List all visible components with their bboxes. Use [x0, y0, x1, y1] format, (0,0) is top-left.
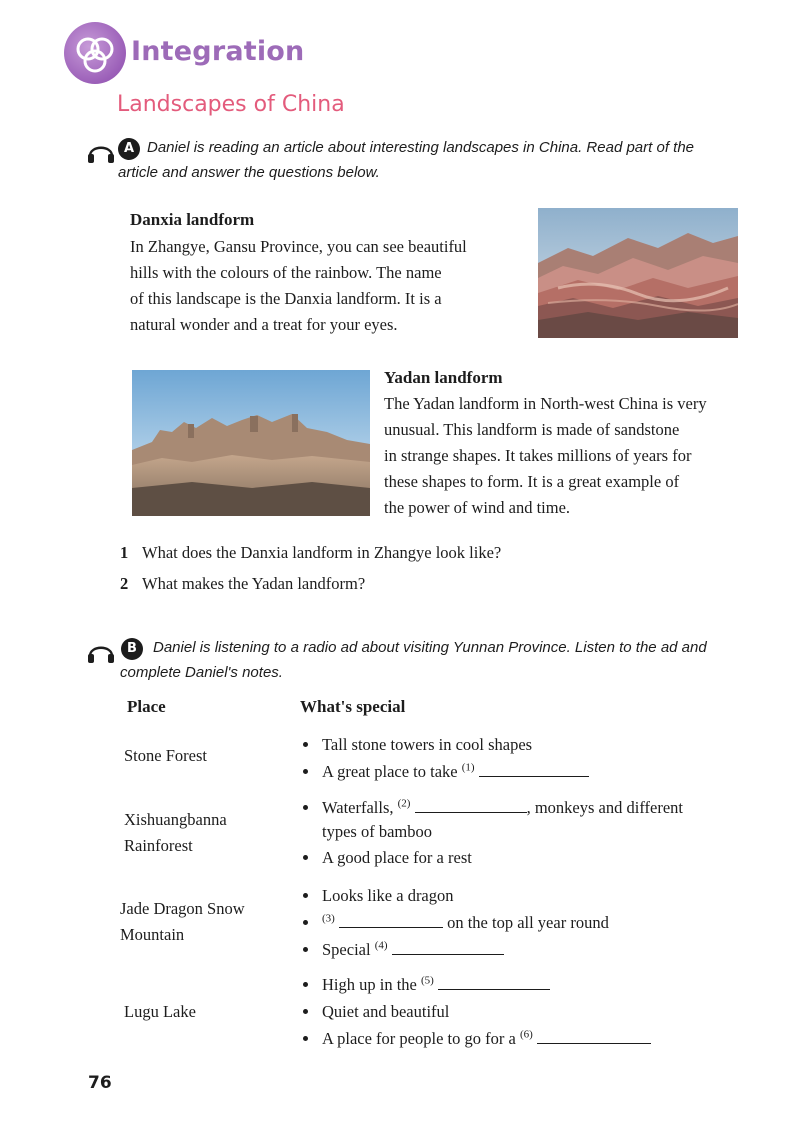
answer-blank-1[interactable]	[479, 762, 589, 777]
col-header-place: Place	[127, 697, 166, 716]
question-text: What does the Danxia landform in Zhangye look like?	[142, 543, 502, 562]
question-2	[120, 574, 365, 594]
answer-blank-6[interactable]	[537, 1029, 651, 1044]
question-text: What makes the Yadan landform?	[142, 574, 366, 593]
note-text: Waterfalls,	[322, 798, 394, 817]
question-number: 2	[120, 574, 129, 593]
place-stone-forest	[124, 743, 207, 769]
danxia-title: Danxia landform	[130, 210, 255, 229]
yadan-line: in strange shapes. It takes millions of years for	[384, 446, 692, 465]
blank-number: (2)	[397, 797, 411, 810]
place-line: Mountain	[120, 925, 185, 944]
note-item	[300, 758, 760, 785]
yadan-title: Yadan landform	[384, 368, 503, 387]
yadan-line: unusual. This landform is made of sandstone	[384, 420, 680, 439]
blank-number: (5)	[421, 974, 434, 987]
part-a-badge: A	[118, 138, 140, 160]
note-text: Tall stone towers in cool shapes	[322, 735, 533, 754]
part-a-instruction-line2: article and answer the questions below.	[118, 164, 380, 181]
col-header-special: What's special	[300, 697, 406, 716]
note-item	[300, 731, 760, 758]
note-text: A great place to take	[322, 762, 458, 781]
answer-blank-4[interactable]	[392, 940, 504, 955]
notes-xishuangbanna	[300, 794, 760, 871]
place-jade-dragon	[120, 896, 245, 948]
blank-number: (4)	[374, 939, 388, 952]
blank-number: (1)	[461, 761, 475, 774]
headphones-icon	[86, 138, 116, 164]
part-b-instruction-line1: Daniel is listening to a radio ad about visiting Yunnan Province. Listen to the ad and	[153, 639, 707, 656]
note-item	[300, 998, 760, 1025]
yadan-text	[384, 391, 754, 521]
yadan-line: The Yadan landform in North-west China is very	[384, 394, 707, 413]
blank-number: (6)	[519, 1028, 533, 1041]
place-line: Jade Dragon Snow	[120, 899, 245, 918]
part-b-badge: B	[121, 638, 143, 660]
danxia-text	[130, 234, 530, 338]
place-lugu-lake	[124, 999, 196, 1025]
notes-lugu-lake	[300, 971, 760, 1052]
note-item	[300, 794, 760, 821]
danxia-photo	[538, 208, 738, 338]
yadan-line: the power of wind and time.	[384, 498, 571, 517]
danxia-line: In Zhangye, Gansu Province, you can see beautiful	[130, 237, 467, 256]
note-item	[300, 882, 760, 909]
unit-logo	[64, 22, 126, 84]
blank-number: (3)	[322, 912, 335, 925]
yadan-photo	[132, 370, 370, 516]
headphones-icon	[86, 638, 116, 664]
note-item	[300, 971, 760, 998]
section-title: Landscapes of China	[117, 92, 345, 117]
note-text: Looks like a dragon	[322, 886, 454, 905]
note-text: , monkeys and different	[526, 798, 683, 817]
note-text: Special	[322, 940, 371, 959]
note-text: A good place for a rest	[322, 848, 472, 867]
integration-icon	[64, 22, 126, 84]
page-number: 76	[88, 1073, 112, 1093]
place-line: Lugu Lake	[124, 1002, 196, 1021]
note-text: types of bamboo	[322, 822, 432, 841]
answer-blank-3[interactable]	[339, 913, 443, 928]
danxia-line: of this landscape is the Danxia landform. It is a	[130, 289, 442, 308]
place-line: Stone Forest	[124, 746, 207, 765]
note-item	[300, 1025, 760, 1052]
unit-title: Integration	[131, 36, 305, 67]
part-b-instruction-line2: complete Daniel's notes.	[120, 664, 283, 681]
question-1	[120, 543, 501, 563]
danxia-line: natural wonder and a treat for your eyes.	[130, 315, 398, 334]
note-text: Quiet and beautiful	[322, 1002, 450, 1021]
question-number: 1	[120, 543, 129, 562]
note-text: on the top all year round	[447, 913, 609, 932]
note-text: A place for people to go for a	[322, 1029, 516, 1048]
answer-blank-2[interactable]	[415, 798, 527, 813]
part-a-instruction-line1: Daniel is reading an article about interesting landscapes in China. Read part of the	[147, 139, 695, 156]
notes-stone-forest	[300, 731, 760, 785]
place-line: Rainforest	[124, 836, 193, 855]
notes-jade-dragon	[300, 882, 760, 963]
place-xishuangbanna	[124, 807, 227, 859]
note-continuation	[300, 818, 760, 845]
place-line: Xishuangbanna	[124, 810, 227, 829]
note-item	[300, 936, 760, 963]
note-item	[300, 909, 760, 936]
danxia-line: hills with the colours of the rainbow. The name	[130, 263, 442, 282]
note-text: High up in the	[322, 975, 417, 994]
yadan-line: these shapes to form. It is a great example of	[384, 472, 680, 491]
answer-blank-5[interactable]	[438, 975, 550, 990]
note-item	[300, 844, 760, 871]
